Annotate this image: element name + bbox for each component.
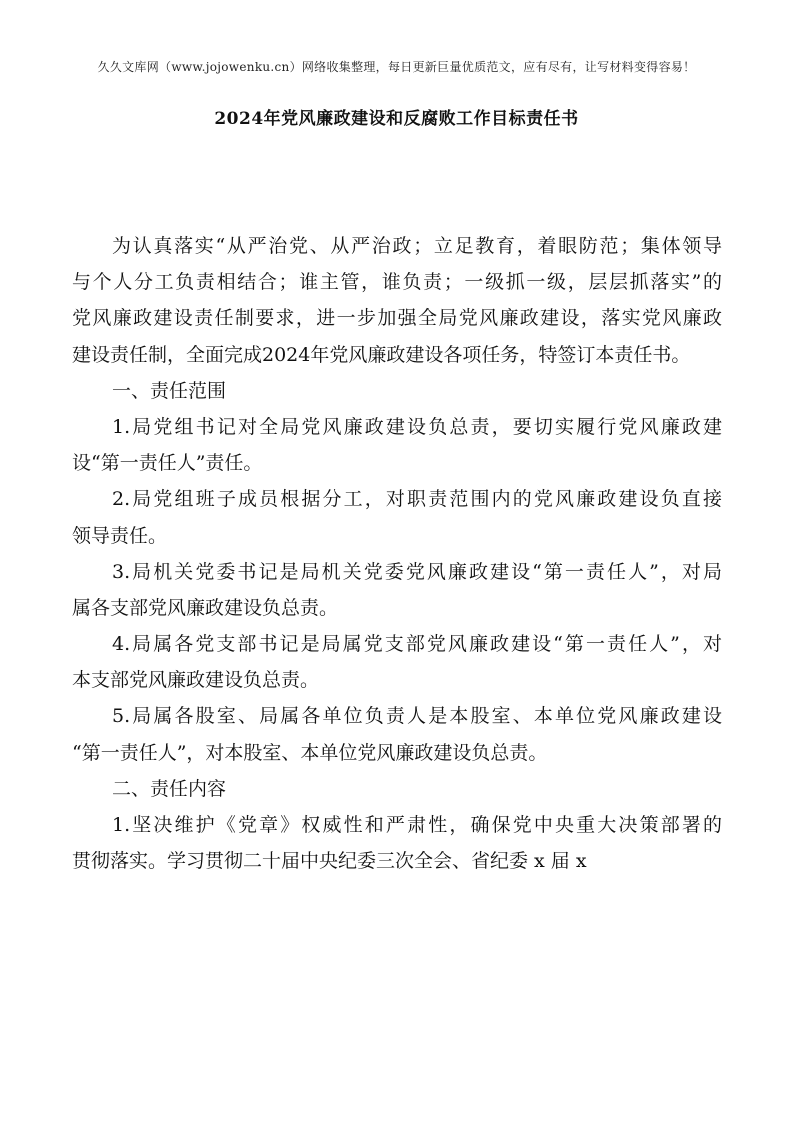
body-line: 属各支部党风廉政建设负总责。 [72,596,339,619]
header-note: 久久文库网（www.jojowenku.cn）网络收集整理，每日更新巨量优质范文，应有尽有，让写材料变得容易！ [97,60,696,74]
body-line: 4.局属各党支部书记是局属党支部党风廉政建设“第一责任人”，对 [112,633,722,656]
body-line: 领导责任。 [72,524,168,547]
body-line: 设“第一责任人”责任。 [72,452,263,475]
body-line: 1.局党组书记对全局党风廉政建设负总责，要切实履行党风廉政建 [112,415,722,438]
body-line: 本支部党风廉政建设负总责。 [72,669,320,692]
section-heading: 一、责任范围 [112,379,227,402]
body-line: 与个人分工负责相结合；谁主管，谁负责；一级抓一级，层层抓落实”的 [72,271,722,294]
section-heading: 二、责任内容 [112,777,227,800]
body-line: 党风廉政建设责任制要求，进一步加强全局党风廉政建设，落实党风廉政 [72,307,722,330]
document-body [72,228,722,879]
body-line: 贯彻落实。学习贯彻二十届中央纪委三次全会、省纪委 x 届 x [72,850,587,873]
body-line: 建设责任制，全面完成2024年党风廉政建设各项任务，特签订本责任书。 [72,343,691,366]
document-title: 2024年党风廉政建设和反腐败工作目标责任书 [214,109,579,129]
body-line: 3.局机关党委书记是局机关党委党风廉政建设“第一责任人”，对局 [112,560,722,583]
body-line: 2.局党组班子成员根据分工，对职责范围内的党风廉政建设负直接 [112,488,722,511]
body-line: 为认真落实“从严治党、从严治政；立足教育，着眼防范；集体领导 [112,235,722,257]
body-line: 5.局属各股室、局属各单位负责人是本股室、本单位党风廉政建设 [112,705,722,728]
body-line: 1.坚决维护《党章》权威性和严肃性，确保党中央重大决策部署的 [112,814,722,836]
body-line: “第一责任人”，对本股室、本单位党风廉政建设负总责。 [72,741,548,764]
